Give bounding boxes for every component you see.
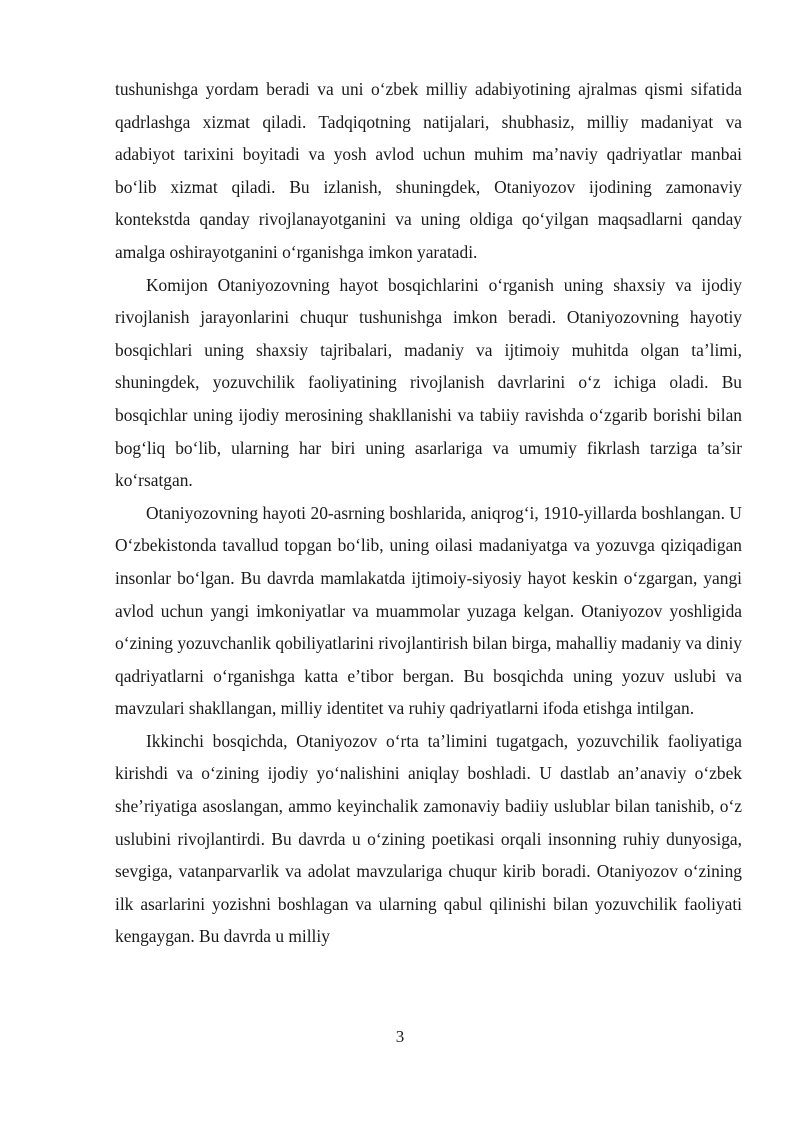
page-number: 3 [395,1027,405,1046]
paragraph-1: tushunishga yordam beradi va uni o‘zbek milliy adabiyotining ajralmas qismi sifatida qadrlashga xizmat qiladi. Tadqiqotning natijalari, shubhasiz, milliy madaniyat va adabiyot tarixini boyitadi va yosh avlod uchun muhim ma’naviy qadriyatlar manbai bo‘lib xizmat qiladi. Bu izlanish, shuningdek, Otaniyozov ijodining zamonaviy kontekstda qanday rivojlanayotganini va uning oldiga qo‘yilgan maqsadlarni qanday amalga oshirayotganini o‘rganishga imkon yaratadi. [115,79,742,262]
body-text [115,73,742,953]
paragraph-2: Komijon Otaniyozovning hayot bosqichlarini o‘rganish uning shaxsiy va ijodiy rivojlanish jarayonlarini chuqur tushunishga imkon beradi. Otaniyozovning hayotiy bosqichlari uning shaxsiy tajribalari, madaniy va ijtimoiy muhitda olgan ta’limi, shuningdek, yozuvchilik faoliyatining rivojlanish davrlarini o‘z ichiga oladi. Bu bosqichlar uning ijodiy merosining shakllanishi va tabiiy ravishda o‘zgarib borishi bilan bog‘liq bo‘lib, ularning har biri uning asarlariga va umumiy fikrlash tarziga ta’sir ko‘rsatgan. [115,274,742,491]
paragraph-3: Otaniyozovning hayoti 20-asrning boshlarida, aniqrog‘i, 1910-yillarda boshlangan. U O‘zbekistonda tavallud topgan bo‘lib, uning oilasi madaniyatga va yozuvga qiziqadigan insonlar bo‘lgan. Bu davrda mamlakatda ijtimoiy-siyosiy hayot keskin o‘zgargan, yangi avlod uchun yangi imkoniyatlar va muammolar yuzaga kelgan. Otaniyozov yoshligida o‘zining yozuvchanlik qobiliyatlarini rivojlantirish bilan birga, mahalliy madaniy va diniy qadriyatlarni o‘rganishga katta e’tibor bergan. Bu bosqichda uning yozuv uslubi va mavzulari shakllangan, milliy identitet va ruhiy qadriyatlarni ifoda etishga intilgan. [115,502,742,719]
paragraph-4: Ikkinchi bosqichda, Otaniyozov o‘rta ta’limini tugatgach, yozuvchilik faoliyatiga kirishdi va o‘zining ijodiy yo‘nalishini aniqlay boshladi. U dastlab an’anaviy o‘zbek she’riyatiga asoslangan, ammo keyinchalik zamonaviy badiiy uslublar bilan tanishib, o‘z uslubini rivojlantirdi. Bu davrda u o‘zining poetikasi orqali insonning ruhiy dunyosiga, sevgiga, vatanparvarlik va adolat mavzulariga chuqur kirib boradi. Otaniyozov o‘zining ilk asarlarini yozishni boshlagan va ularning qabul qilinishi bilan yozuvchilik faoliyati kengaygan. Bu davrda u milliy [115,730,742,947]
